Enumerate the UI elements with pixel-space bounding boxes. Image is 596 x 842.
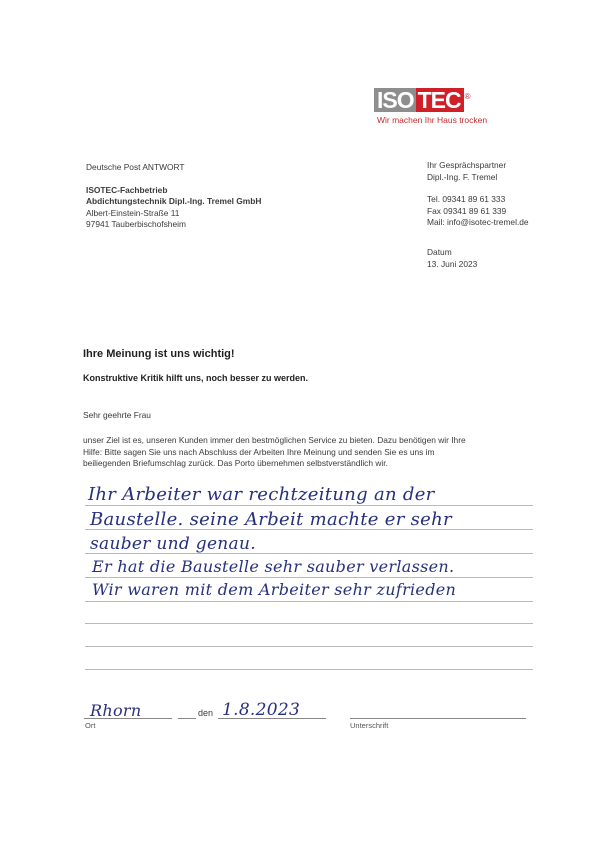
date-value: 13. Juni 2023 — [427, 258, 478, 269]
address-city: 97941 Tauberbischofsheim — [86, 219, 186, 230]
salutation: Sehr geehrte Frau — [83, 410, 151, 420]
date-handwritten: 1.8.2023 — [222, 700, 301, 720]
date-label: Datum — [427, 247, 452, 257]
den-underline — [178, 718, 196, 719]
place-underline — [84, 718, 172, 719]
ruled-line — [85, 577, 533, 578]
ruled-line — [85, 601, 533, 602]
address-line: Deutsche Post ANTWORT — [86, 162, 185, 172]
contact-fax: Fax 09341 89 61 339 — [427, 205, 507, 216]
ruled-line — [85, 669, 533, 670]
page-title: Ihre Meinung ist uns wichtig! — [83, 348, 235, 360]
isotec-logo — [374, 86, 504, 130]
recipient-address — [86, 162, 261, 231]
intro-line: Hilfe: Bitte sagen Sie uns nach Abschluss der Arbeiten Ihre Meinung und senden Sie es uns im — [83, 446, 435, 457]
ruled-line — [85, 623, 533, 624]
signature-label: Unterschrift — [350, 721, 389, 730]
place-value: Rhorn — [90, 701, 142, 720]
logo-tagline: Wir machen Ihr Haus trocken — [377, 115, 488, 125]
contact-tel: Tel. 09341 89 61 333 — [427, 194, 506, 205]
place-label: Ort — [85, 721, 96, 730]
address-street: Albert-Einstein-Straße 11 — [86, 207, 180, 218]
handwritten-line: Ihr Arbeiter war rechtzeitung an der — [88, 484, 435, 505]
date-block — [427, 247, 477, 270]
registered-mark: ® — [464, 92, 471, 101]
logo-wordmark — [374, 86, 471, 112]
contact-mail: Mail: info@isotec-tremel.de — [427, 217, 529, 228]
ruled-line — [85, 646, 533, 647]
address-company-full: Abdichtungstechnik Dipl.-Ing. Tremel GmbH — [86, 196, 262, 207]
date-underline — [218, 718, 326, 719]
handwritten-line: Wir waren mit dem Arbeiter sehr zufrieden — [92, 580, 457, 599]
logo-iso-part: ISO — [374, 88, 416, 112]
page-subtitle: Konstruktive Kritik hilft uns, noch besser zu werden. — [83, 373, 309, 383]
handwritten-line: Baustelle. seine Arbeit machte er sehr — [90, 509, 452, 530]
logo-tec-part: TEC — [416, 88, 464, 112]
ruled-line — [85, 505, 533, 506]
signature-line — [350, 718, 526, 719]
intro-line: unser Ziel ist es, unseren Kunden immer den bestmöglichen Service zu bieten. Dazu benötigen wir Ihre — [83, 435, 466, 445]
contact-label: Ihr Gesprächspartner — [427, 160, 507, 170]
address-company: ISOTEC-Fachbetrieb — [86, 184, 168, 195]
handwritten-line: sauber und genau. — [90, 534, 256, 554]
intro-line: beiliegenden Briefumschlag zurück. Das Porto übernehmen selbstverständlich wir. — [83, 458, 388, 469]
handwritten-line: Er hat die Baustelle sehr sauber verlassen. — [92, 557, 455, 576]
contact-name: Dipl.-Ing. F. Tremel — [427, 171, 498, 182]
intro-paragraph — [83, 435, 553, 470]
contact-block — [427, 160, 529, 229]
den-label: den — [198, 708, 214, 718]
